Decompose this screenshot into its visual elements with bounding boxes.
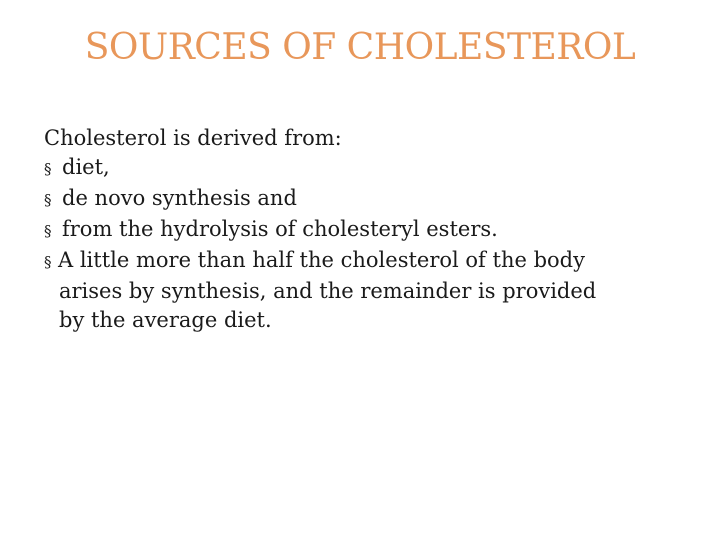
slide-body — [44, 124, 684, 335]
slide-title: SOURCES OF CHOLESTEROL — [84, 27, 636, 68]
bullet-icon: § — [44, 222, 52, 240]
list-item-text-line-2: arises by synthesis, and the remainder is provided — [59, 279, 597, 303]
list-item — [44, 215, 684, 246]
list-item-text-line-1: A little more than half the cholesterol of the body — [58, 248, 585, 272]
list-item — [44, 153, 684, 184]
bullet-icon: § — [44, 253, 52, 271]
list-item-text: de novo synthesis and — [62, 186, 297, 210]
list-item — [44, 184, 684, 215]
bullet-icon: § — [44, 191, 52, 209]
list-item-text-line-3: by the average diet. — [59, 308, 272, 332]
intro-text: Cholesterol is derived from: — [44, 126, 342, 150]
list-item — [44, 246, 684, 335]
list-item-text: diet, — [62, 155, 110, 179]
bullet-icon: § — [44, 160, 52, 178]
list-item-text: from the hydrolysis of cholesteryl esters. — [62, 217, 498, 241]
